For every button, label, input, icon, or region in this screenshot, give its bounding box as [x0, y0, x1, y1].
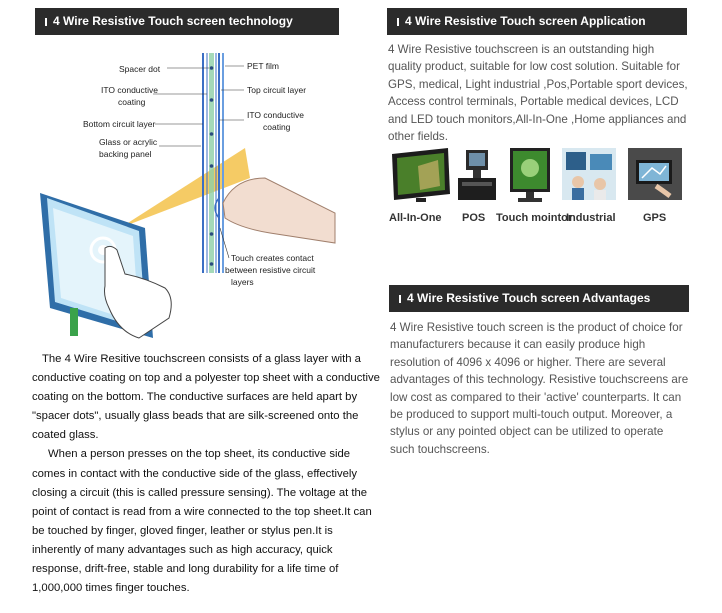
label-touch-1: Touch creates contact	[231, 253, 314, 263]
application-title: 4 Wire Resistive Touch screen Application	[405, 14, 646, 28]
advantages-section-header	[389, 285, 689, 312]
all-in-one-image	[388, 146, 452, 202]
app-item-all-in-one	[388, 146, 452, 224]
label-bottom-circuit: Bottom circuit layer	[83, 119, 156, 129]
label-glass-1: Glass or acrylic	[99, 137, 158, 147]
application-text: 4 Wire Resistive touchscreen is an outstanding high quality product, suitable for low cost solution. Suitable for GPS, medical, Light industrial ,Pos,Portable sport devices, Access control terminals, Portable medical devices, LCD and LED touch monitors,All-In-One ,Home appliances and other fields.	[388, 43, 688, 144]
label-ito-right-1: ITO conductive	[247, 110, 305, 120]
header-bullet	[397, 18, 399, 26]
advantages-text: 4 Wire Resistive touch screen is the product of choice for manufacturers because it can easily produce high resolution of 4096 x 4096 or higher. There are several advantages of this technology. Resistive touchscreens are low cost as compared to their 'active' counterparts. It can be produced to support multi-touch output. Moreover, a stylus or any pointed object can be utilized to operate such touchscreens.	[390, 321, 689, 456]
app-item-gps	[626, 146, 684, 224]
screen-layers	[203, 53, 223, 273]
label-ito-left-2: coating	[118, 97, 146, 107]
label-touch-2: between resistive circuit	[225, 265, 316, 275]
app-item-industrial	[560, 146, 618, 224]
advantages-title: 4 Wire Resistive Touch screen Advantages	[407, 291, 651, 305]
description-paragraph-2: When a person presses on the top sheet, its conductive side comes in contact with the conductive side of the glass, effectively closing a circuit (this is called pressure sensing). The voltage at the point of contact is read from a wire connected to the top sheet.It can be touched by finger, gloved finger, leather or stylus pen.It is inherently of many advantages such as high accuracy, quick response, drift-free, stable and long durability for a life time of 1,000,000 times finger touches.	[32, 448, 372, 595]
header-bullet	[399, 295, 401, 303]
touchscreen-layer-diagram	[35, 38, 345, 340]
touch-monitor-image	[506, 146, 554, 202]
label-spacer-dot: Spacer dot	[119, 64, 161, 74]
description-paragraph-1: The 4 Wire Resitive touchscreen consists of a glass layer with a conductive coating on top and a polyester top sheet with a conductive coating on the bottom. The conductive surfaces are held apart by "spacer dots", usually glass beads that are silk-screened onto the coated glass.	[32, 353, 380, 442]
finger-icon	[223, 178, 335, 243]
label-ito-right-2: coating	[263, 122, 291, 132]
app-item-touch-monitor	[496, 146, 573, 224]
label-ito-left-1: ITO conductive	[101, 85, 159, 95]
industrial-image	[560, 146, 618, 202]
app-label-industrial: Industrial	[566, 212, 616, 224]
technology-description	[32, 350, 382, 598]
pos-image	[454, 146, 500, 202]
app-label-pos: POS	[462, 212, 486, 224]
label-top-circuit: Top circuit layer	[247, 85, 307, 95]
app-label-touch-monitor: Touch mointor	[496, 212, 573, 224]
app-label-all-in-one: All-In-One	[389, 212, 442, 224]
application-gallery	[388, 146, 688, 226]
app-label-gps: GPS	[643, 212, 667, 224]
label-glass-2: backing panel	[99, 149, 152, 159]
app-item-pos	[454, 146, 500, 224]
application-section-header	[387, 8, 687, 35]
header-bullet	[45, 18, 47, 26]
technology-section-header	[35, 8, 339, 35]
label-touch-3: layers	[231, 277, 254, 287]
technology-title: 4 Wire Resistive Touch screen technology	[53, 14, 293, 28]
label-pet-film: PET film	[247, 61, 279, 71]
gps-image	[626, 146, 684, 202]
